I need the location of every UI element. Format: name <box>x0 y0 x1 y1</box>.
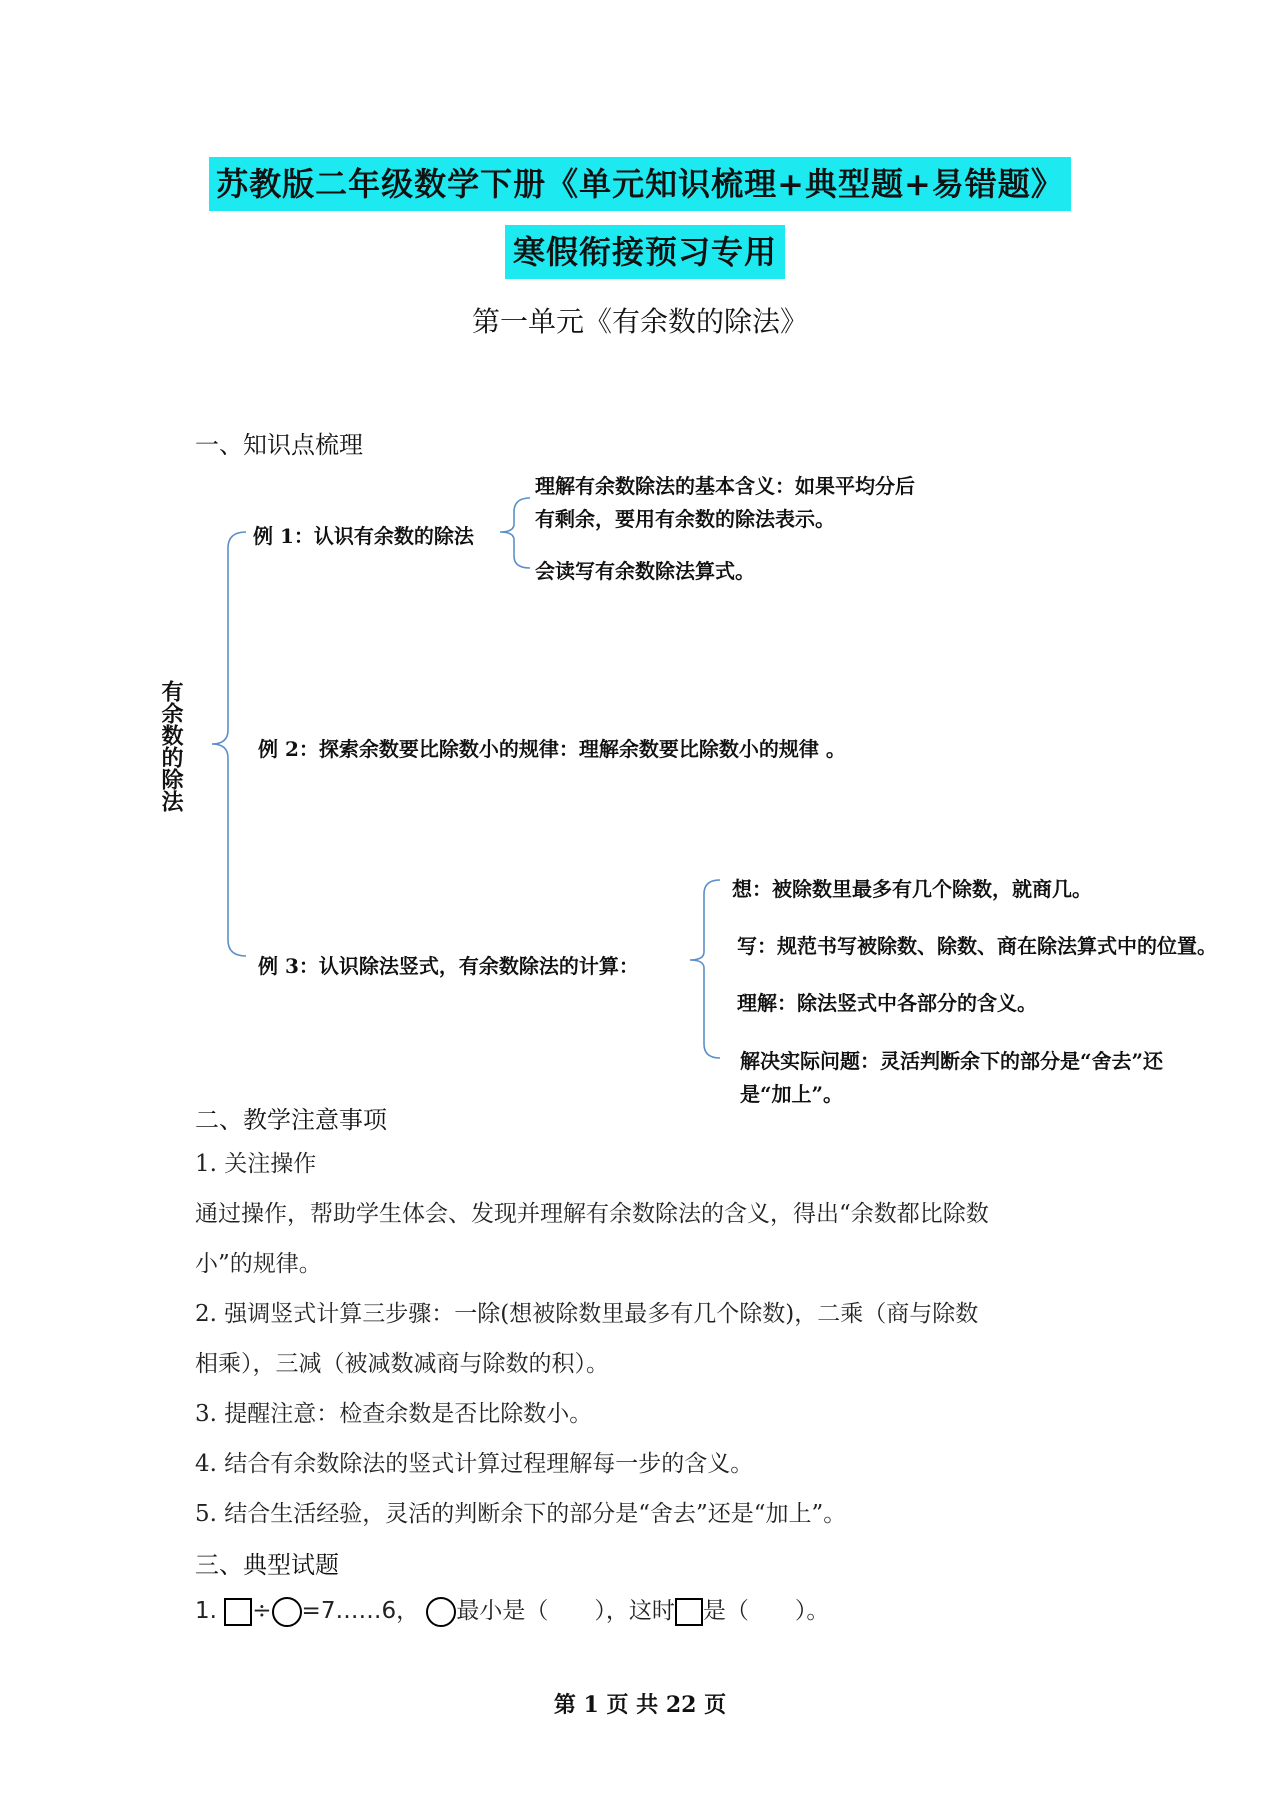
example3-bracket <box>690 880 720 1058</box>
document-title: 苏教版二年级数学下册《单元知识梳理+典型题+易错题》 <box>209 157 1071 211</box>
main-bracket <box>212 532 246 956</box>
note-item2-line1: 2. 强调竖式计算三步骤：一除(想被除数里最多有几个除数)，二乘（商与除数 <box>195 1301 979 1327</box>
section1-heading: 一、知识点梳理 <box>195 431 363 459</box>
question-part1: 最小是（ ），这时 <box>456 1598 675 1624</box>
example3-point4-line2: 是“加上”。 <box>740 1082 844 1106</box>
document-subtitle: 寒假衔接预习专用 <box>505 225 785 279</box>
example1-point1-line1: 理解有余数除法的基本含义：如果平均分后 <box>535 474 915 498</box>
section2-heading: 二、教学注意事项 <box>195 1106 387 1134</box>
note-item4: 4. 结合有余数除法的竖式计算过程理解每一步的含义。 <box>195 1451 754 1477</box>
example1-point2: 会读写有余数除法算式。 <box>535 559 755 583</box>
section3-heading: 三、典型试题 <box>195 1551 339 1579</box>
unit-title: 第一单元《有余数的除法》 <box>471 305 808 338</box>
divisor-circle-ref <box>426 1597 456 1627</box>
note-item1-line1: 通过操作，帮助学生体会、发现并理解有余数除法的含义，得出“余数都比除数 <box>195 1201 989 1227</box>
dividend-box-ref <box>675 1598 703 1626</box>
question-part2: 是（ ）。 <box>702 1598 830 1624</box>
divisor-blank-circle[interactable] <box>272 1597 302 1627</box>
dividend-blank-box[interactable] <box>224 1598 252 1626</box>
example2-label: 例 2：探索余数要比除数小的规律：理解余数要比除数小的规律 。 <box>258 737 846 761</box>
example1-point1-line2: 有剩余，要用有余数的除法表示。 <box>535 507 835 531</box>
example3-point3: 理解：除法竖式中各部分的含义。 <box>737 991 1037 1015</box>
question-number: 1. <box>195 1598 217 1624</box>
example3-point1: 想：被除数里最多有几个除数，就商几。 <box>732 877 1092 901</box>
page-footer: 第 1 页 共 22 页 <box>553 1692 727 1718</box>
note-item2-line2: 相乘），三减（被减数减商与除数的积）。 <box>195 1351 609 1377</box>
example3-point2: 写：规范书写被除数、除数、商在除法算式中的位置。 <box>737 934 1217 958</box>
example1-bracket <box>500 498 530 568</box>
division-sign: ÷ <box>252 1598 272 1624</box>
question-1 <box>195 1592 829 1627</box>
example3-point4-line1: 解决实际问题：灵活判断余下的部分是“舍去”还 <box>740 1049 1164 1073</box>
equation-result: =7……6， <box>301 1598 420 1624</box>
note-item1-title: 1. 关注操作 <box>195 1151 317 1177</box>
note-item5: 5. 结合生活经验，灵活的判断余下的部分是“舍去”还是“加上”。 <box>195 1501 847 1527</box>
note-item3: 3. 提醒注意：检查余数是否比除数小。 <box>195 1401 593 1427</box>
note-item1-line2: 小”的规律。 <box>195 1251 322 1277</box>
mindmap-root: 有余数的除法 <box>158 680 184 812</box>
example3-label: 例 3：认识除法竖式，有余数除法的计算： <box>258 954 639 978</box>
example1-label: 例 1：认识有余数的除法 <box>253 524 474 548</box>
